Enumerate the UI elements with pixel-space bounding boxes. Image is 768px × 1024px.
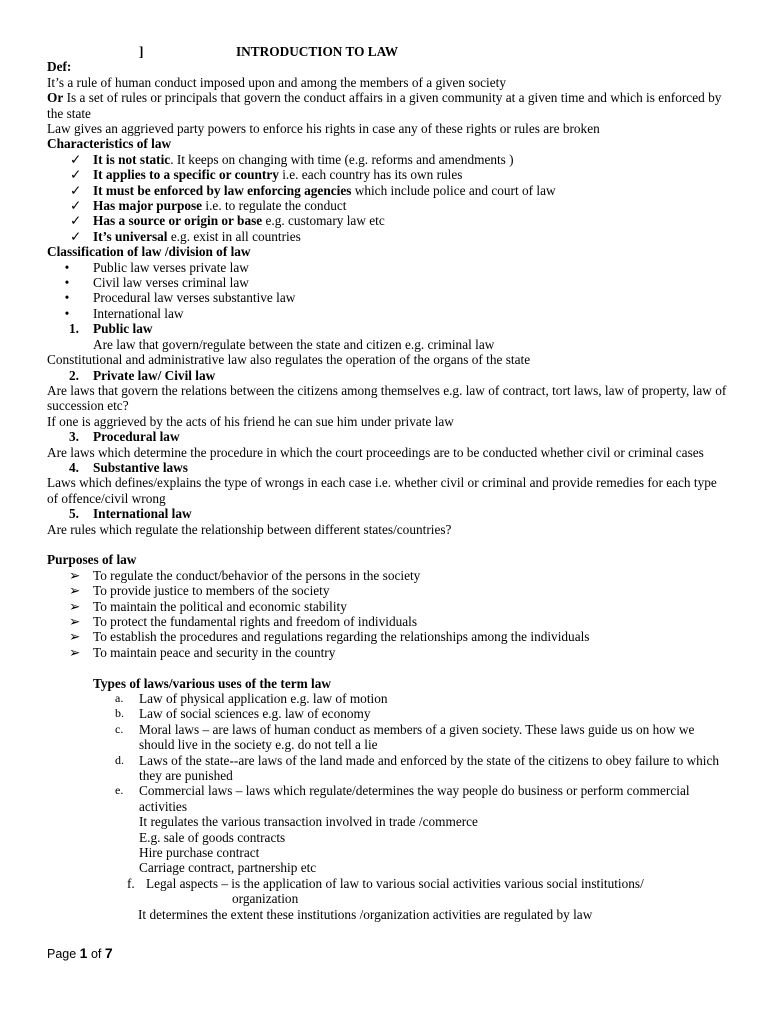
list-item: ✓ It applies to a specific or country i.e. each country has its own rules [70, 167, 463, 183]
section-body: Are laws which determine the procedure in which the court proceedings are to be conducted whether civil or criminal cases [47, 444, 704, 460]
section-heading: 2. Private law/ Civil law [69, 367, 216, 383]
commercial-law-details [47, 814, 727, 876]
purposes-list [47, 568, 727, 660]
detail-line: Carriage contract, partnership etc [139, 860, 317, 876]
arrow-bullet-icon: ➢ [69, 644, 81, 660]
list-item: ➢ To establish the procedures and regulations regarding the relationships among the individuals [69, 629, 590, 645]
list-item: ➢ To protect the fundamental rights and freedom of individuals [69, 614, 418, 629]
title-line [47, 44, 727, 59]
list-item: ➢ To regulate the conduct/behavior of the persons in the society [69, 567, 421, 583]
list-item: ➢ To provide justice to members of the society [69, 583, 330, 599]
section-body: Laws which defines/explains the type of wrongs in each case i.e. whether civil or criminal and provide remedies for each type of offence/civil wrong [47, 475, 717, 506]
list-item: ➢ To maintain the political and economic stability [69, 598, 347, 614]
classification-heading: Classification of law /division of law [47, 244, 251, 260]
or-label: Or [47, 90, 64, 106]
list-item: d. Laws of the state--are laws of the land made and enforced by the state of the citizens to obey failure to which they are punished [115, 752, 720, 784]
list-item: c. Moral laws – are laws of human conduct as members of a given society. These laws guide us on how we should live in the society e.g. do not tell a lie [115, 721, 695, 753]
check-icon: ✓ [70, 228, 82, 244]
types-heading: Types of laws/various uses of the term law [93, 675, 331, 691]
arrow-bullet-icon: ➢ [69, 629, 81, 645]
list-item: ✓ Has major purpose i.e. to regulate the conduct [70, 198, 347, 214]
def-label: Def: [47, 59, 72, 75]
list-item: ✓ It is not static. It keeps on changing with time (e.g. reforms and amendments ) [70, 151, 514, 167]
list-item: e. Commercial laws – laws which regulate/determines the way people do business or perform commercial activities [115, 783, 690, 814]
section-procedural-law [47, 429, 727, 460]
characteristics-list [47, 152, 727, 244]
list-item: ✓ Has a source or origin or base e.g. customary law etc [70, 213, 385, 229]
check-icon: ✓ [70, 182, 82, 198]
spacer [47, 537, 727, 552]
document-page [47, 44, 727, 922]
list-item-legal-aspects: f. Legal aspects – is the application of law to various social activities various social institutions/ [127, 875, 644, 891]
def-line-3: Law gives an aggrieved party powers to enforce his rights in case any of these rights or rules are broken [47, 121, 600, 137]
list-item: ✓ It must be enforced by law enforcing agencies which include police and court of law [70, 182, 556, 198]
list-item: b. Law of social sciences e.g. law of economy [115, 706, 371, 722]
bullet-icon: • [64, 275, 70, 291]
section-private-law [47, 368, 727, 430]
section-public-law [47, 321, 727, 367]
title-bracket: ] [139, 44, 144, 59]
check-icon: ✓ [70, 213, 82, 229]
section-substantive-laws [47, 460, 727, 506]
section-heading: 4. Substantive laws [69, 459, 188, 475]
section-body: Are rules which regulate the relationship between different states/countries? [47, 521, 452, 537]
list-item: • Public law verses private law [47, 260, 727, 275]
types-list [47, 691, 727, 814]
bullet-icon: • [64, 290, 70, 306]
section-body: Constitutional and administrative law also regulates the operation of the organs of the state [47, 352, 531, 368]
check-icon: ✓ [70, 198, 82, 214]
legal-aspects-extent: It determines the extent these institutions /organization activities are regulated by law [138, 906, 593, 922]
section-heading: 3. Procedural law [69, 429, 180, 445]
section-heading: 5. International law [69, 506, 192, 522]
check-icon: ✓ [70, 151, 82, 167]
list-item: ➢ To maintain peace and security in the country [69, 644, 336, 660]
page-number: Page 1 of 7 [47, 945, 113, 961]
or-text: Is a set of rules or principals that govern the conduct affairs in a given community at a given time and which is enforced by the state [47, 90, 722, 121]
purposes-heading: Purposes of law [47, 552, 137, 568]
arrow-bullet-icon: ➢ [69, 583, 81, 599]
section-body: Are laws that govern the relations between the citizens among themselves e.g. law of contract, tort laws, law of property, law of succession etc? [47, 382, 727, 414]
document-title: INTRODUCTION TO LAW [236, 44, 399, 59]
list-item: a. Law of physical application e.g. law of motion [115, 691, 388, 707]
arrow-bullet-icon: ➢ [69, 567, 81, 583]
detail-line: It regulates the various transaction involved in trade /commerce [139, 814, 478, 830]
detail-line: Hire purchase contract [139, 845, 260, 861]
list-item: • International law [47, 306, 727, 321]
def-or-line [47, 90, 727, 121]
arrow-bullet-icon: ➢ [69, 598, 81, 614]
section-indented-text: Are law that govern/regulate between the state and citizen e.g. criminal law [93, 336, 495, 352]
def-line-1: It’s a rule of human conduct imposed upon and among the members of a given society [47, 74, 506, 90]
bullet-icon: • [64, 305, 70, 321]
classification-bullets [47, 260, 727, 322]
list-item: • Civil law verses criminal law [47, 275, 727, 290]
section-body: If one is aggrieved by the acts of his friend he can sue him under private law [47, 413, 454, 429]
arrow-bullet-icon: ➢ [69, 614, 81, 629]
characteristics-heading: Characteristics of law [47, 136, 172, 152]
legal-aspects-continuation: organization [232, 891, 299, 907]
list-item: • Procedural law verses substantive law [47, 290, 727, 305]
check-icon: ✓ [70, 167, 82, 183]
section-international-law [47, 506, 727, 537]
detail-line: E.g. sale of goods contracts [139, 829, 286, 845]
section-heading: 1. Public law [69, 321, 153, 337]
bullet-icon: • [64, 259, 70, 275]
list-item: ✓ It’s universal e.g. exist in all countries [70, 228, 301, 244]
